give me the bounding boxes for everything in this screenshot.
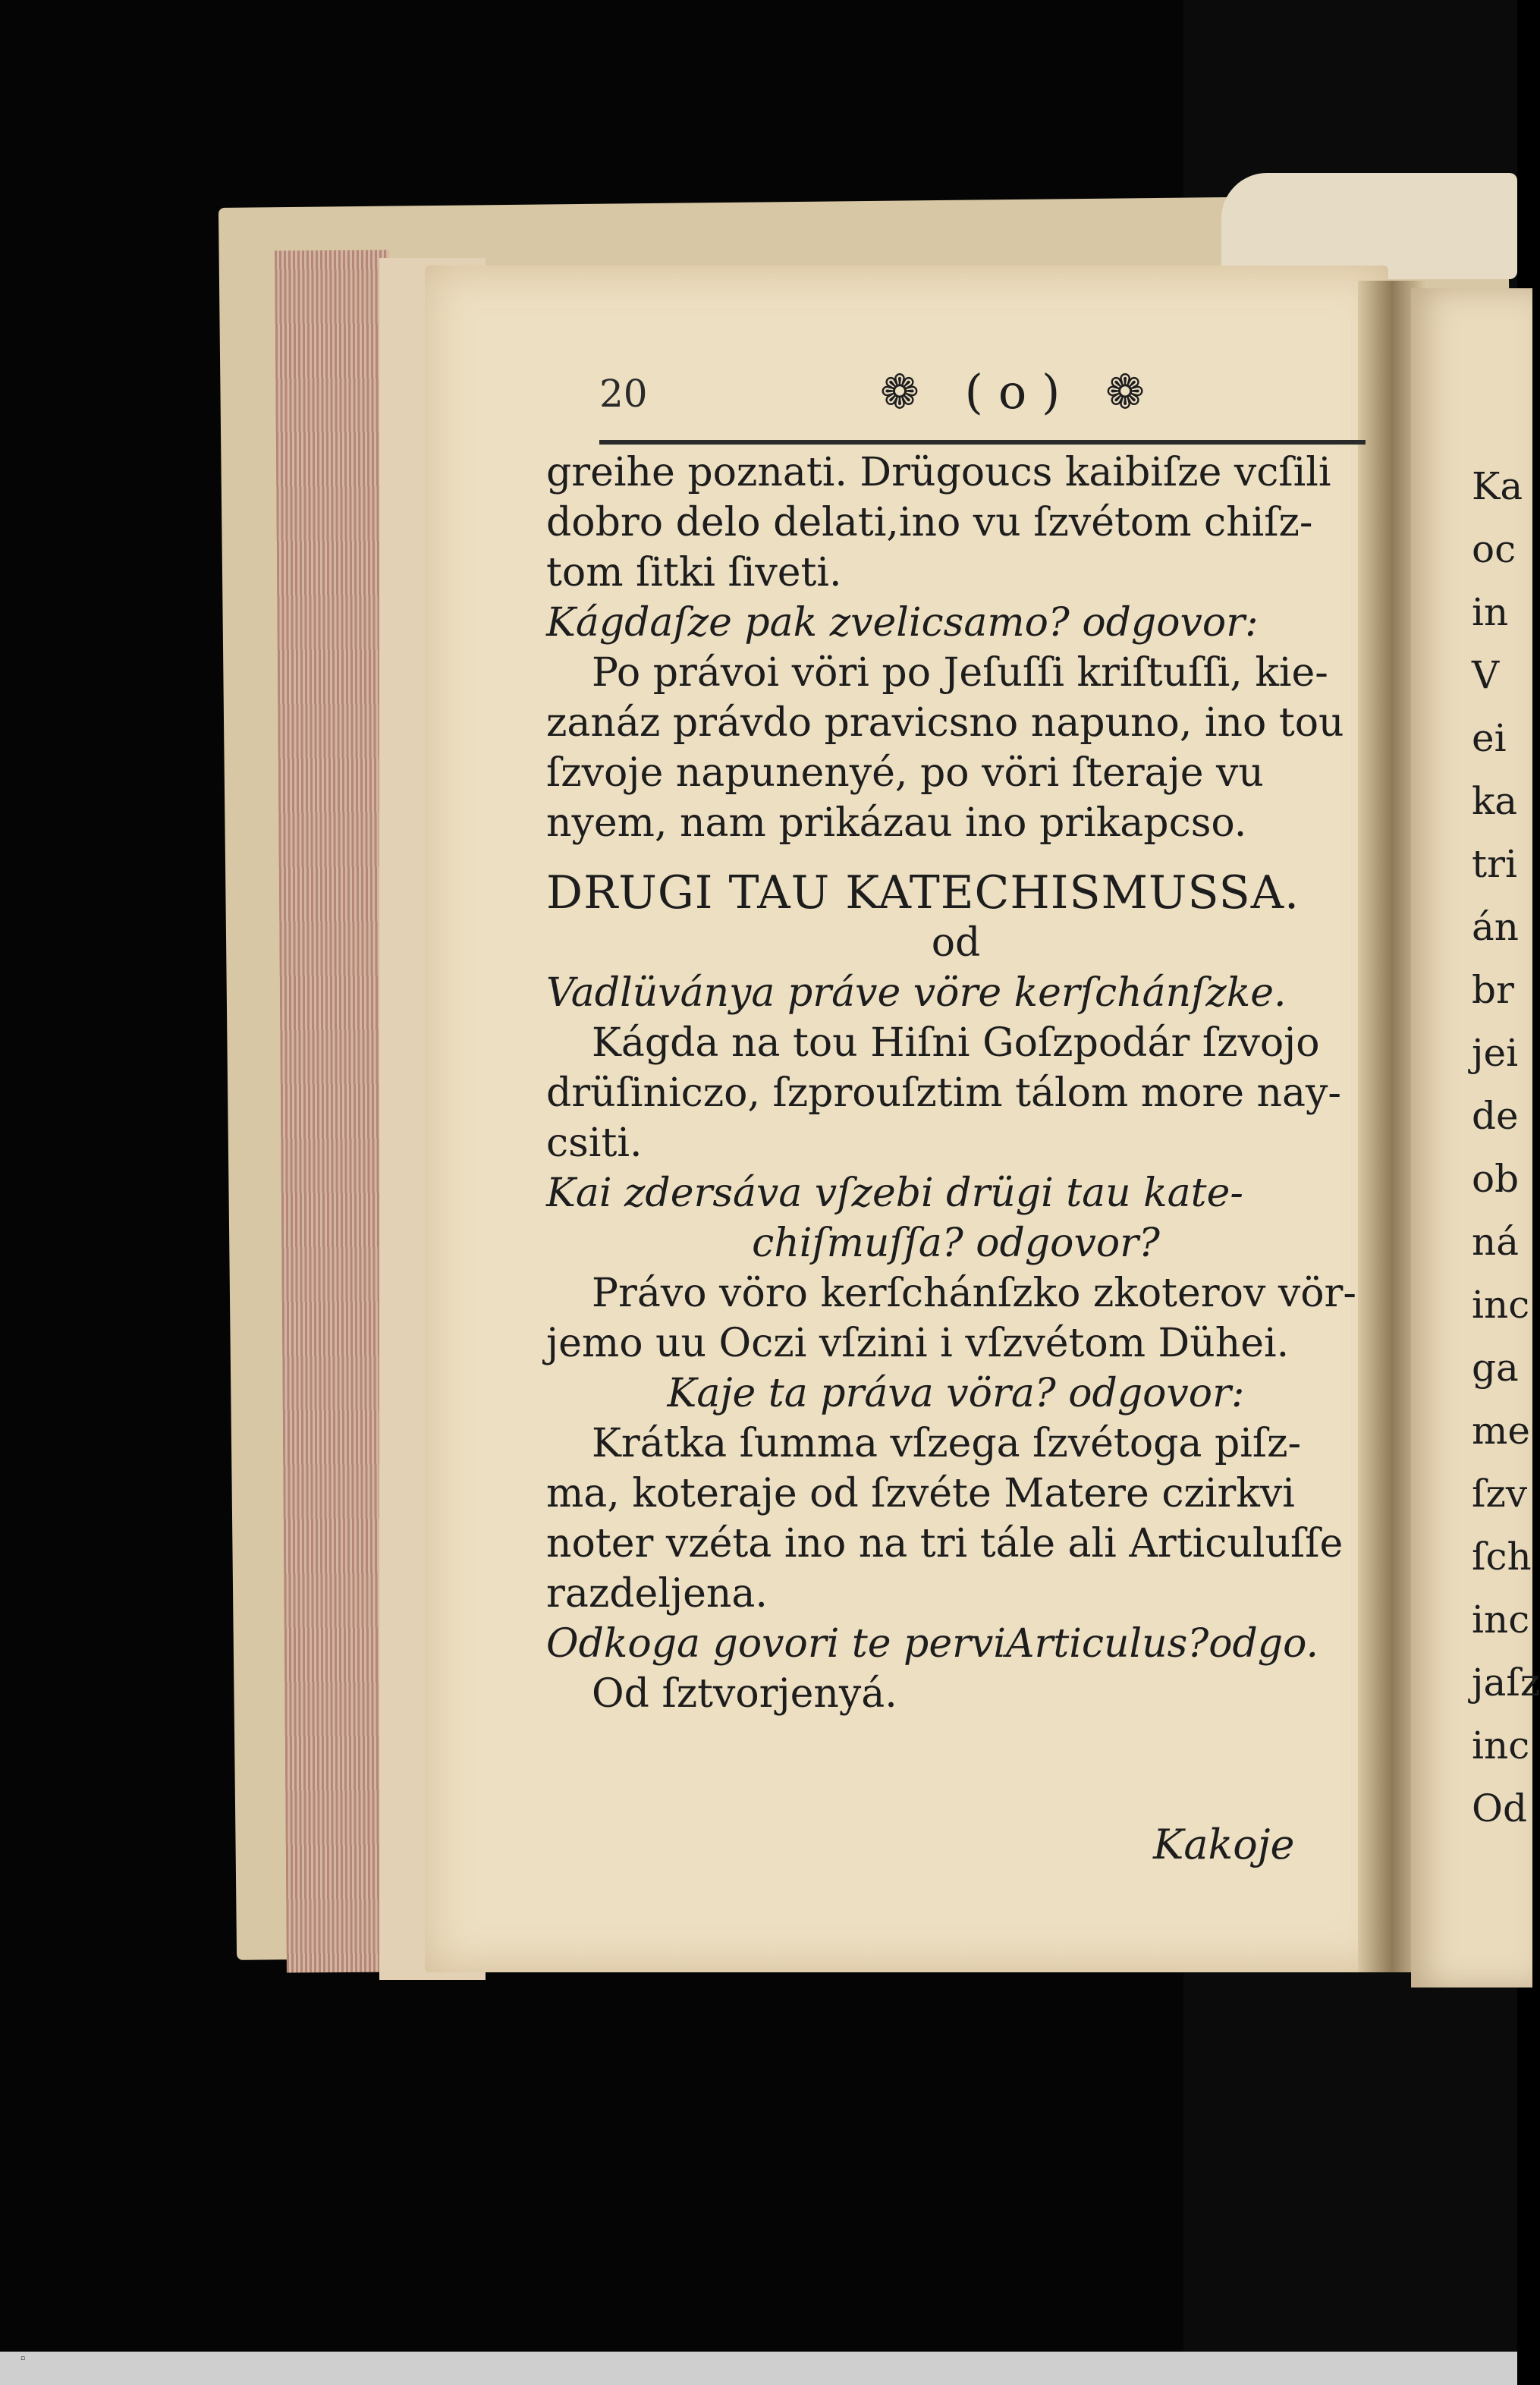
answer-line: Právo vöro kerſchánſzko zkoterov vör- [592,1271,1356,1316]
fragment: ſch [1472,1535,1532,1579]
answer-line: zanáz právdo pravicsno napuno, ino tou [546,700,1344,746]
answer-line: ſzvoje napunenyé, po vöri ſteraje vu [546,750,1264,796]
fragment: ná [1472,1220,1520,1264]
answer-line: jemo uu Oczi vſzini i vſzvétom Dühei. [546,1321,1290,1366]
paragraph-line: csiti. [546,1120,643,1166]
fragment: inc [1472,1283,1530,1327]
question-line: Kai zdersáva vſzebi drügi tau kate- [546,1171,1243,1216]
fragment: ſzv [1472,1472,1528,1516]
question-line: Odkoga govori te perviArticulus?odgo. [546,1621,1319,1667]
text-line: dobro delo delati,ino vu ſzvétom chiſz- [546,500,1313,545]
facing-page-text [1472,455,1540,1840]
answer-line: razdeljena. [546,1571,768,1617]
heading-od: od [931,920,981,966]
paragraph-line: Kágda na tou Hiſni Goſzpodár ſzvojo [592,1020,1320,1066]
fragment: jaſz [1472,1661,1540,1705]
viewer-footer-bar [0,2352,1517,2385]
fragment: in [1472,590,1509,634]
fragment: br [1472,968,1514,1012]
answer-line: Krátka ſumma vſzega ſzvétoga piſz- [592,1421,1302,1466]
question-line: Kágdaſze pak zvelicsamo? odgovor: [546,600,1259,646]
section-heading: DRUGI TAU KATECHISMUSSA. [546,866,1300,919]
fragment: ei [1472,716,1507,760]
fragment: jei [1472,1031,1519,1075]
page-header [592,364,1366,432]
section-subheading: Vadlüványa práve vöre kerſchánſzke. [546,970,1287,1016]
catchword: Kakoje [1153,1821,1295,1868]
library-logo-icon: ▫ [20,2355,26,2362]
fragment: de [1472,1094,1519,1138]
fragment: inc [1472,1724,1530,1768]
fragment: Ka [1472,464,1523,508]
answer-line: nyem, nam prikázau ino prikapcso. [546,800,1247,846]
fragment: ga [1472,1346,1519,1390]
text-line: greihe poznati. Drügoucs kaibiſze vcſili [546,450,1331,495]
fragment: ob [1472,1157,1520,1201]
answer-line: noter vzéta ino na tri tále ali Articuluſſe [546,1521,1344,1566]
question-line: Kaje ta práva vöra? odgovor: [667,1371,1245,1416]
paragraph-line: drüſiniczo, ſzprouſztim tálom more nay- [546,1070,1341,1116]
answer-line: ma, koteraje od ſzvéte Matere czirkvi [546,1471,1295,1516]
fragment: ka [1472,779,1518,823]
answer-line: Po právoi vöri po Jeſuſſi kriſtuſſi, kie- [592,650,1328,696]
fragment: án [1472,905,1520,949]
header-ornament: ❁ (o) ❁ [880,364,1161,419]
fragment: me [1472,1409,1531,1453]
fragment: inc [1472,1598,1530,1642]
fragment: Od [1472,1786,1527,1830]
fragment: tri [1472,842,1517,886]
fragment: oc [1472,527,1516,571]
page-text [546,448,1366,1719]
question-line: chiſmuſſa? odgovor? [752,1221,1160,1266]
answer-line: Od ſztvorjenyá. [592,1671,897,1717]
page-fold [1221,173,1517,279]
fragment: V [1472,653,1500,697]
page-number: 20 [599,372,648,416]
text-line: tom ſitki ſiveti. [546,550,842,595]
